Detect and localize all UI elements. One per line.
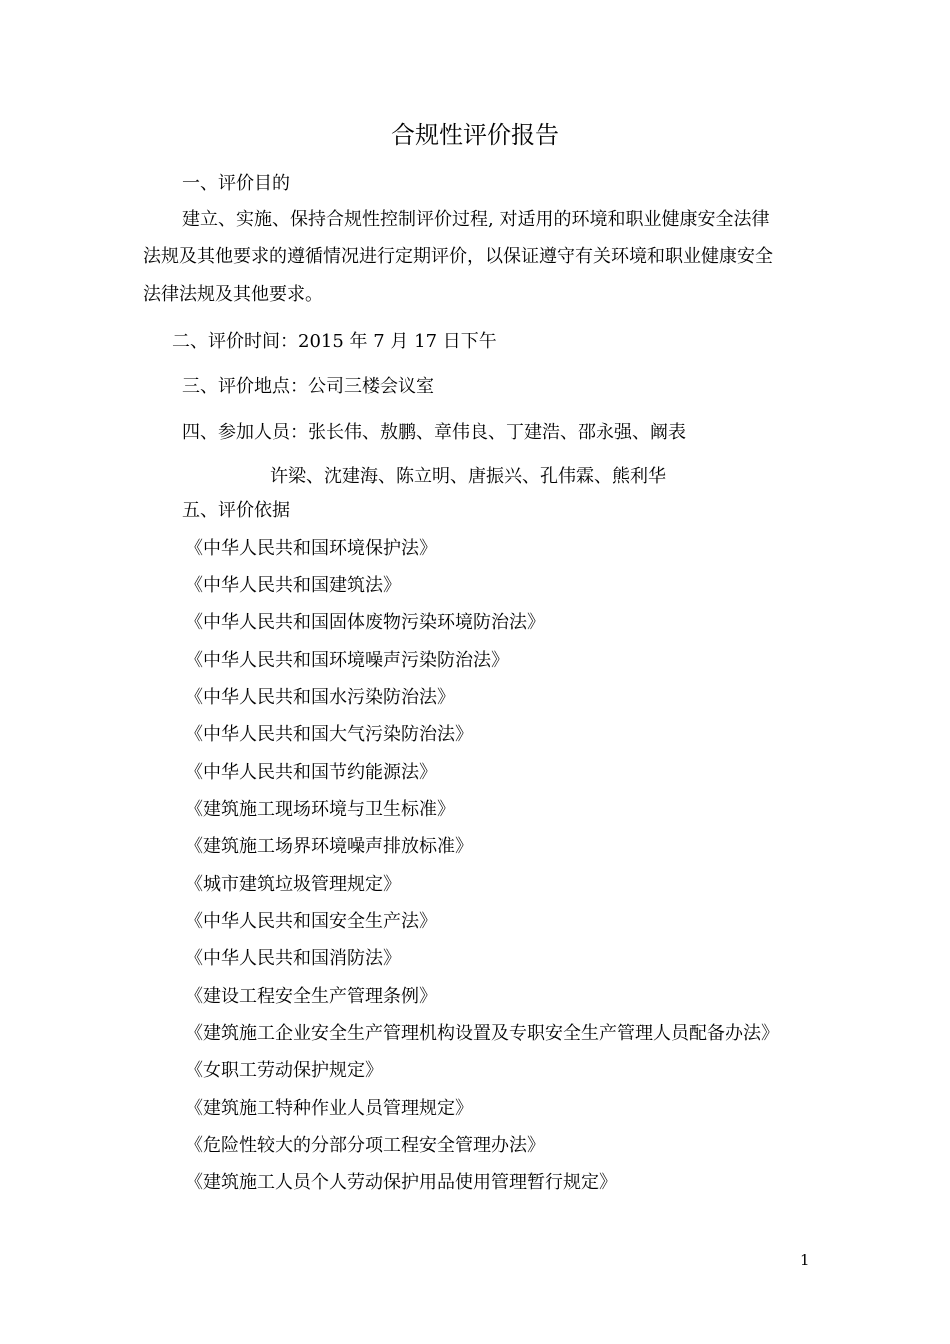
basis-list-item: 《中华人民共和国节约能源法》: [185, 762, 437, 783]
basis-list-item: 《建设工程安全生产管理条例》: [185, 986, 437, 1007]
page-title: 合规性评价报告: [391, 121, 559, 149]
basis-list-item: 《女职工劳动保护规定》: [185, 1060, 383, 1081]
basis-list-item: 《中华人民共和国消防法》: [185, 948, 401, 969]
basis-list-item: 《建筑施工企业安全生产管理机构设置及专职安全生产管理人员配备办法》: [185, 1023, 779, 1044]
basis-list-item: 《中华人民共和国环境噪声污染防治法》: [185, 650, 509, 671]
basis-list-item: 《中华人民共和国水污染防治法》: [185, 687, 455, 708]
basis-list-item: 《危险性较大的分部分项工程安全管理办法》: [185, 1135, 545, 1156]
basis-list-item: 《建筑施工现场环境与卫生标准》: [185, 799, 455, 820]
purpose-paragraph-line: 建立、实施、保持合规性控制评价过程, 对适用的环境和职业健康安全法律: [182, 209, 770, 230]
section-heading-purpose: 一、评价目的: [182, 173, 290, 194]
basis-list-item: 《中华人民共和国建筑法》: [185, 575, 401, 596]
purpose-paragraph-line: 法规及其他要求的遵循情况进行定期评价，以保证遵守有关环境和职业健康安全: [143, 246, 773, 267]
page-number: 1: [800, 1251, 810, 1269]
basis-list-item: 《中华人民共和国大气污染防治法》: [185, 724, 473, 745]
basis-list-item: 《建筑施工场界环境噪声排放标准》: [185, 836, 473, 857]
basis-list-item: 《中华人民共和国环境保护法》: [185, 538, 437, 559]
section-evaluation-time: 二、评价时间：2015 年 7 月 17 日下午: [172, 331, 497, 352]
section-participants-continued: 许梁、沈建海、陈立明、唐振兴、孔伟霖、熊利华: [270, 466, 666, 487]
basis-list-item: 《建筑施工特种作业人员管理规定》: [185, 1098, 473, 1119]
basis-list-item: 《建筑施工人员个人劳动保护用品使用管理暂行规定》: [185, 1172, 617, 1193]
basis-list-item: 《中华人民共和国固体废物污染环境防治法》: [185, 612, 545, 633]
basis-list-item: 《城市建筑垃圾管理规定》: [185, 874, 401, 895]
section-participants: 四、参加人员：张长伟、敖鹏、章伟良、丁建浩、邵永强、阚表: [182, 422, 686, 443]
section-evaluation-place: 三、评价地点：公司三楼会议室: [182, 376, 434, 397]
purpose-paragraph-line: 法律法规及其他要求。: [143, 284, 323, 305]
basis-list-item: 《中华人民共和国安全生产法》: [185, 911, 437, 932]
section-heading-basis: 五、评价依据: [182, 500, 290, 521]
